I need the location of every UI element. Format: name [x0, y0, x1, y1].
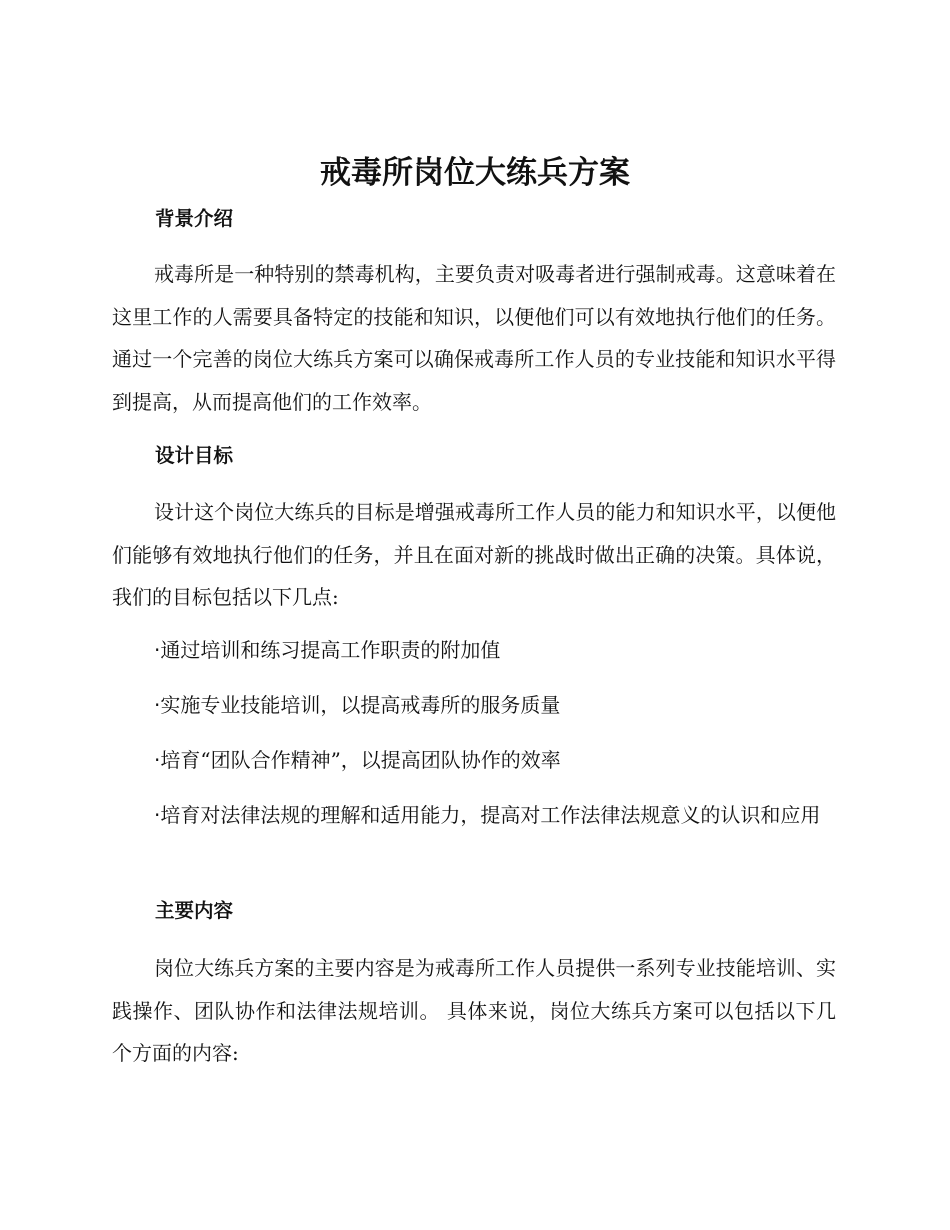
paragraph-design-goals: 设计这个岗位大练兵的目标是增强戒毒所工作人员的能力和知识水平，以便他们能够有效地执行他们的任务，并且在面对新的挑战时做出正确的决策。具体说，我们的目标包括以下几点:: [112, 500, 836, 609]
bullet-marker: ·: [154, 748, 161, 772]
document-title: 戒毒所岗位大练兵方案: [320, 155, 630, 191]
paragraph-main-content: 岗位大练兵方案的主要内容是为戒毒所工作人员提供一系列专业技能培训、实践操作、团队协作和法律法规培训。 具体来说，岗位大练兵方案可以包括以下几个方面的内容:: [112, 956, 836, 1065]
goal-bullet-text: 培育“团队合作精神”，以提高团队协作的效率: [160, 748, 561, 772]
goal-bullet-item: [112, 629, 836, 672]
goal-bullet-text: 培育对法律法规的理解和适用能力，提高对工作法律法规意义的认识和应用: [160, 803, 821, 827]
goal-bullet-text: 实施专业技能培训，以提高戒毒所的服务质量: [160, 693, 561, 717]
bullet-marker: ·: [154, 693, 161, 717]
bullet-marker: ·: [154, 803, 161, 827]
goal-bullet-text: 通过培训和练习提高工作职责的附加值: [160, 638, 501, 662]
bullet-marker: ·: [154, 638, 161, 662]
section-heading-main-content: 主要内容: [155, 899, 234, 922]
section-heading-design-goals: 设计目标: [155, 444, 234, 467]
paragraph-background: 戒毒所是一种特别的禁毒机构，主要负责对吸毒者进行强制戒毒。这意味着在这里工作的人需要具备特定的技能和知识，以便他们可以有效地执行他们的任务。通过一个完善的岗位大练兵方案可以确保戒毒所工作人员的专业技能和知识水平得到提高，从而提高他们的工作效率。: [112, 262, 836, 414]
goal-bullet-item: [112, 739, 836, 782]
goal-bullet-item: [112, 684, 836, 727]
section-heading-background: 背景介绍: [155, 207, 234, 230]
goal-bullet-item: [112, 794, 836, 837]
